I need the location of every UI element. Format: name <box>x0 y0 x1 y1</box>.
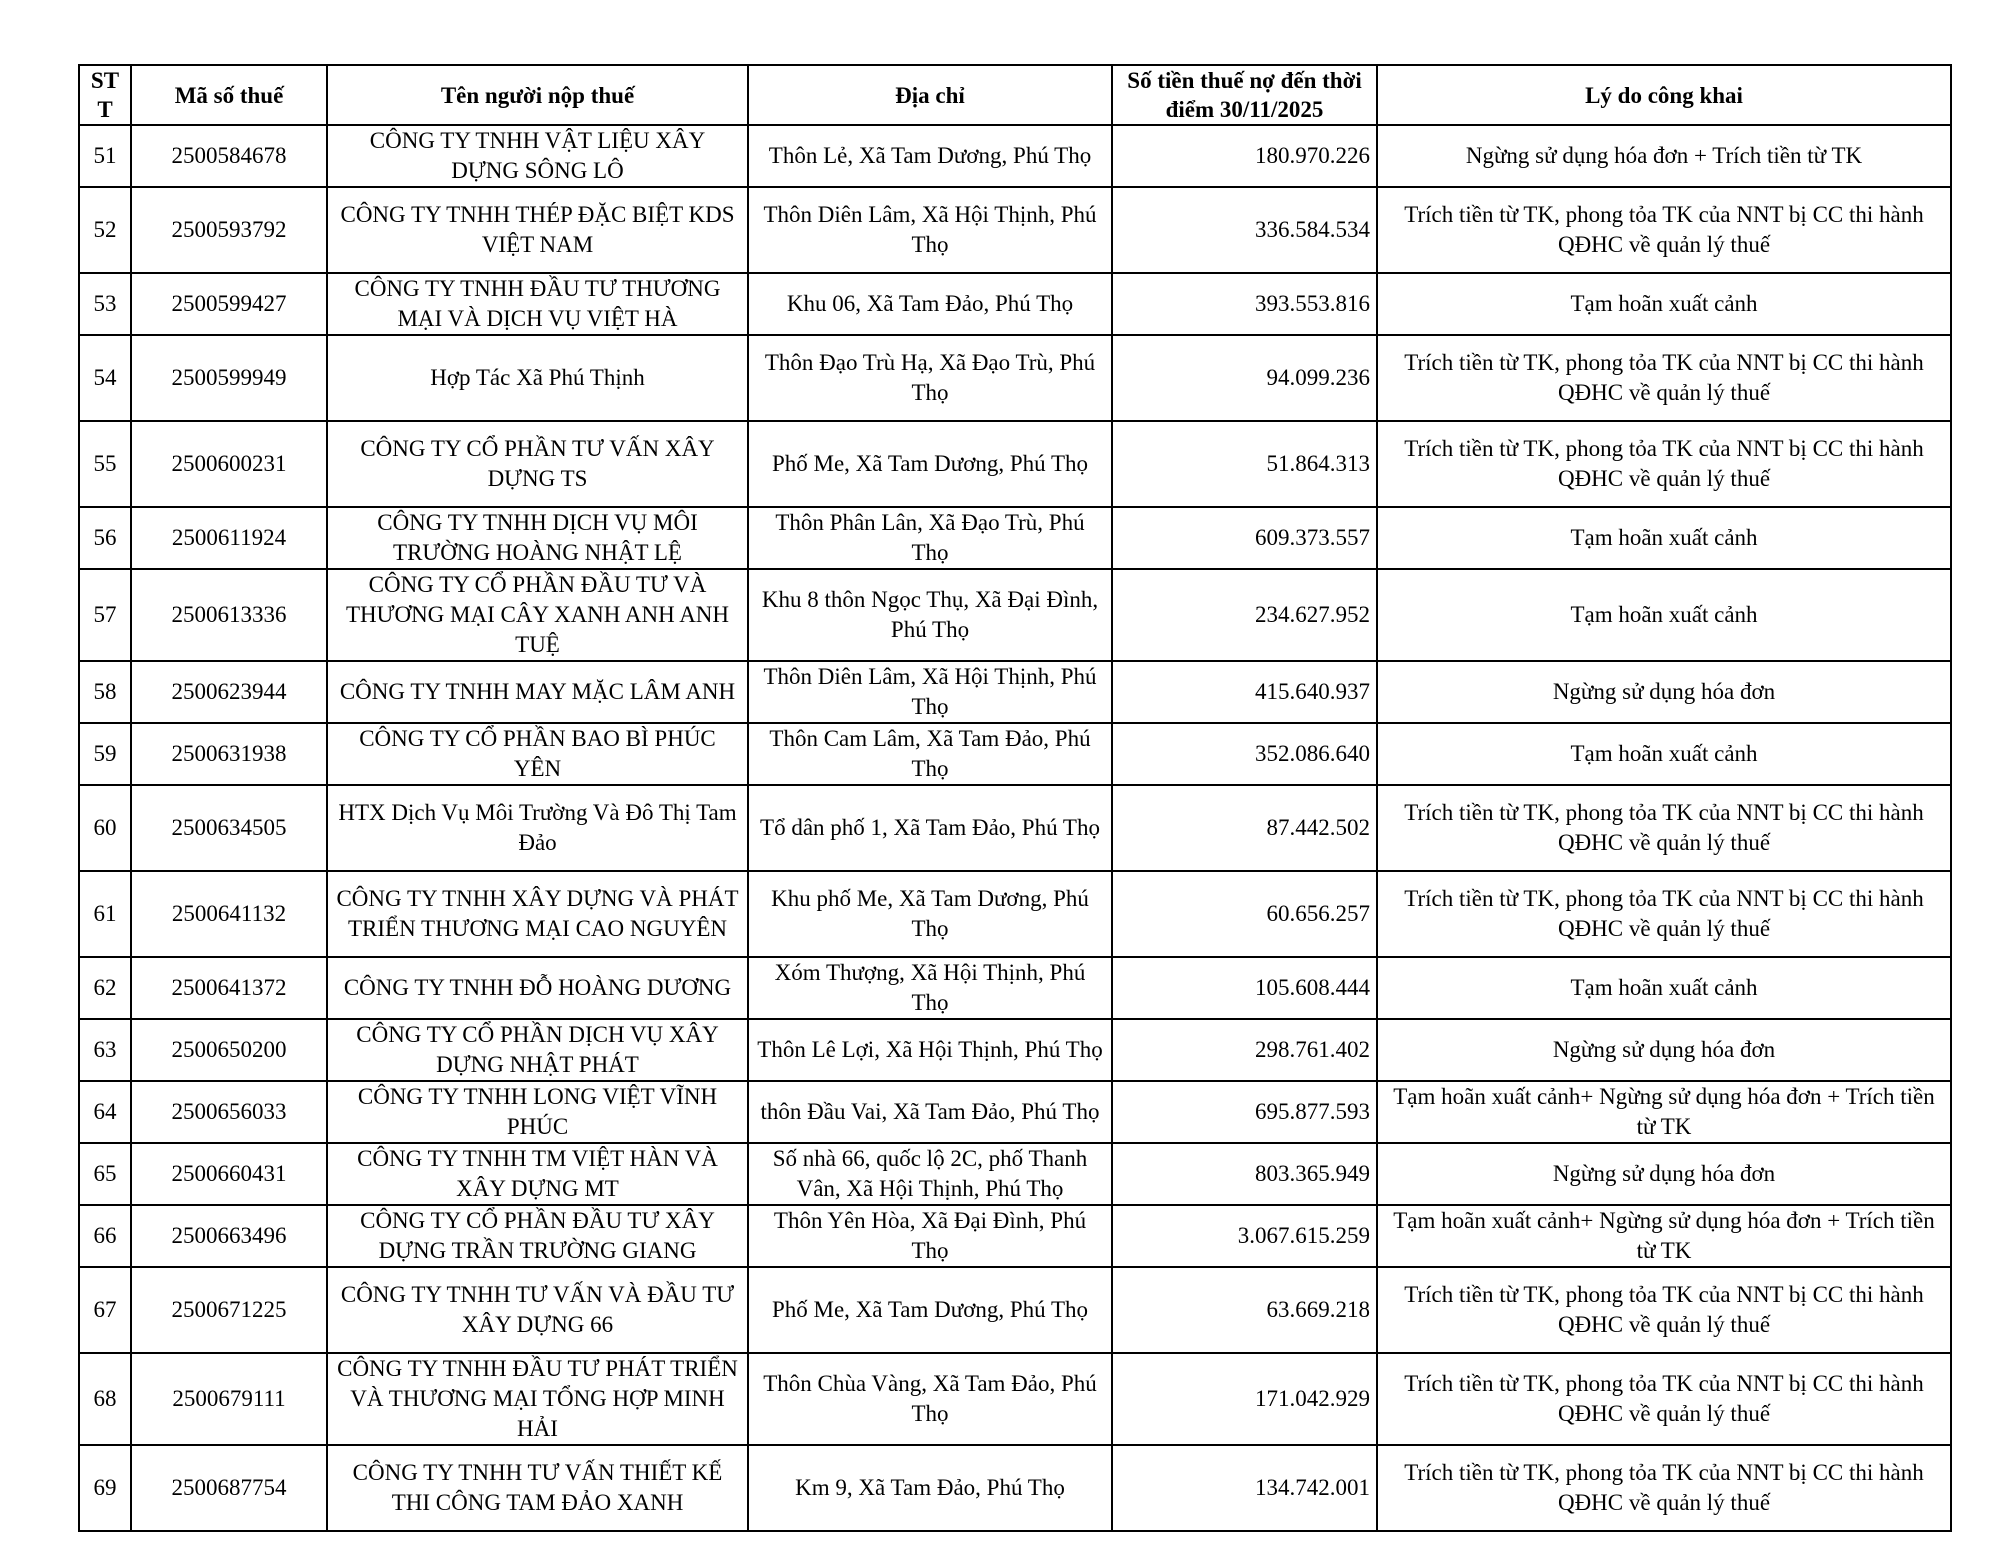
tax-amount-cell: 171.042.929 <box>1112 1353 1377 1445</box>
row-number-cell: 60 <box>79 785 131 871</box>
table-row <box>79 957 1951 1019</box>
table-row <box>79 125 1951 187</box>
row-number-cell: 51 <box>79 125 131 187</box>
taxpayer-name-cell: CÔNG TY CỔ PHẦN BAO BÌ PHÚC YÊN <box>327 723 748 785</box>
publication-reason-cell: Trích tiền từ TK, phong tỏa TK của NNT bị CC thi hành QĐHC về quản lý thuế <box>1377 1445 1951 1531</box>
taxpayer-name-cell: CÔNG TY TNHH TƯ VẤN VÀ ĐẦU TƯ XÂY DỰNG 66 <box>327 1267 748 1353</box>
tax-code-cell: 2500687754 <box>131 1445 327 1531</box>
table-row <box>79 1143 1951 1205</box>
publication-reason-cell: Tạm hoãn xuất cảnh <box>1377 957 1951 1019</box>
tax-code-cell: 2500660431 <box>131 1143 327 1205</box>
taxpayer-name-cell: CÔNG TY CỔ PHẦN DỊCH VỤ XÂY DỰNG NHẬT PHÁT <box>327 1019 748 1081</box>
taxpayer-name-cell: Hợp Tác Xã Phú Thịnh <box>327 335 748 421</box>
row-number-cell: 64 <box>79 1081 131 1143</box>
address-cell: Xóm Thượng, Xã Hội Thịnh, Phú Thọ <box>748 957 1112 1019</box>
taxpayer-name-cell: CÔNG TY CỔ PHẦN TƯ VẤN XÂY DỰNG TS <box>327 421 748 507</box>
tax-amount-cell: 609.373.557 <box>1112 507 1377 569</box>
publication-reason-cell: Trích tiền từ TK, phong tỏa TK của NNT bị CC thi hành QĐHC về quản lý thuế <box>1377 785 1951 871</box>
tax-amount-cell: 3.067.615.259 <box>1112 1205 1377 1267</box>
publication-reason-cell: Trích tiền từ TK, phong tỏa TK của NNT bị CC thi hành QĐHC về quản lý thuế <box>1377 871 1951 957</box>
tax-amount-cell: 134.742.001 <box>1112 1445 1377 1531</box>
publication-reason-cell: Ngừng sử dụng hóa đơn <box>1377 1143 1951 1205</box>
row-number-cell: 59 <box>79 723 131 785</box>
table-header-row <box>79 65 1951 125</box>
table-row <box>79 421 1951 507</box>
tax-amount-cell: 352.086.640 <box>1112 723 1377 785</box>
header-tax-amount: Số tiền thuế nợ đến thời điểm 30/11/2025 <box>1112 65 1377 125</box>
taxpayer-name-cell: CÔNG TY TNHH LONG VIỆT VĨNH PHÚC <box>327 1081 748 1143</box>
address-cell: Km 9, Xã Tam Đảo, Phú Thọ <box>748 1445 1112 1531</box>
row-number-cell: 57 <box>79 569 131 661</box>
row-number-cell: 58 <box>79 661 131 723</box>
publication-reason-cell: Trích tiền từ TK, phong tỏa TK của NNT bị CC thi hành QĐHC về quản lý thuế <box>1377 187 1951 273</box>
publication-reason-cell: Tạm hoãn xuất cảnh+ Ngừng sử dụng hóa đơn + Trích tiền từ TK <box>1377 1205 1951 1267</box>
table-row <box>79 1445 1951 1531</box>
table-row <box>79 1353 1951 1445</box>
tax-amount-cell: 234.627.952 <box>1112 569 1377 661</box>
header-address: Địa chỉ <box>748 65 1112 125</box>
address-cell: Khu 8 thôn Ngọc Thụ, Xã Đại Đình, Phú Thọ <box>748 569 1112 661</box>
table-row <box>79 507 1951 569</box>
address-cell: Thôn Lê Lợi, Xã Hội Thịnh, Phú Thọ <box>748 1019 1112 1081</box>
publication-reason-cell: Trích tiền từ TK, phong tỏa TK của NNT bị CC thi hành QĐHC về quản lý thuế <box>1377 335 1951 421</box>
table-row <box>79 569 1951 661</box>
tax-amount-cell: 51.864.313 <box>1112 421 1377 507</box>
address-cell: Thôn Chùa Vàng, Xã Tam Đảo, Phú Thọ <box>748 1353 1112 1445</box>
tax-amount-cell: 105.608.444 <box>1112 957 1377 1019</box>
table-row <box>79 785 1951 871</box>
tax-code-cell: 2500663496 <box>131 1205 327 1267</box>
table-row <box>79 335 1951 421</box>
row-number-cell: 56 <box>79 507 131 569</box>
taxpayer-name-cell: CÔNG TY TNHH TƯ VẤN THIẾT KẾ THI CÔNG TAM ĐẢO XANH <box>327 1445 748 1531</box>
publication-reason-cell: Tạm hoãn xuất cảnh <box>1377 507 1951 569</box>
address-cell: thôn Đầu Vai, Xã Tam Đảo, Phú Thọ <box>748 1081 1112 1143</box>
taxpayer-name-cell: CÔNG TY CỔ PHẦN ĐẦU TƯ XÂY DỰNG TRẦN TRƯỜNG GIANG <box>327 1205 748 1267</box>
tax-code-cell: 2500641132 <box>131 871 327 957</box>
taxpayer-name-cell: CÔNG TY TNHH TM VIỆT HÀN VÀ XÂY DỰNG MT <box>327 1143 748 1205</box>
tax-code-cell: 2500650200 <box>131 1019 327 1081</box>
row-number-cell: 52 <box>79 187 131 273</box>
tax-code-cell: 2500584678 <box>131 125 327 187</box>
row-number-cell: 69 <box>79 1445 131 1531</box>
publication-reason-cell: Trích tiền từ TK, phong tỏa TK của NNT bị CC thi hành QĐHC về quản lý thuế <box>1377 1353 1951 1445</box>
address-cell: Thôn Đạo Trù Hạ, Xã Đạo Trù, Phú Thọ <box>748 335 1112 421</box>
taxpayer-name-cell: CÔNG TY TNHH XÂY DỰNG VÀ PHÁT TRIỂN THƯƠNG MẠI CAO NGUYÊN <box>327 871 748 957</box>
address-cell: Khu 06, Xã Tam Đảo, Phú Thọ <box>748 273 1112 335</box>
address-cell: Tổ dân phố 1, Xã Tam Đảo, Phú Thọ <box>748 785 1112 871</box>
address-cell: Thôn Diên Lâm, Xã Hội Thịnh, Phú Thọ <box>748 661 1112 723</box>
publication-reason-cell: Tạm hoãn xuất cảnh <box>1377 723 1951 785</box>
tax-amount-cell: 803.365.949 <box>1112 1143 1377 1205</box>
header-taxpayer-name: Tên người nộp thuế <box>327 65 748 125</box>
taxpayer-name-cell: CÔNG TY TNHH ĐỖ HOÀNG DƯƠNG <box>327 957 748 1019</box>
tax-code-cell: 2500656033 <box>131 1081 327 1143</box>
tax-amount-cell: 336.584.534 <box>1112 187 1377 273</box>
row-number-cell: 55 <box>79 421 131 507</box>
row-number-cell: 61 <box>79 871 131 957</box>
tax-amount-cell: 63.669.218 <box>1112 1267 1377 1353</box>
table-row <box>79 1081 1951 1143</box>
table-row <box>79 723 1951 785</box>
tax-code-cell: 2500599949 <box>131 335 327 421</box>
publication-reason-cell: Trích tiền từ TK, phong tỏa TK của NNT bị CC thi hành QĐHC về quản lý thuế <box>1377 1267 1951 1353</box>
table-row <box>79 871 1951 957</box>
taxpayer-name-cell: HTX Dịch Vụ Môi Trường Và Đô Thị Tam Đảo <box>327 785 748 871</box>
tax-code-cell: 2500634505 <box>131 785 327 871</box>
address-cell: Phố Me, Xã Tam Dương, Phú Thọ <box>748 1267 1112 1353</box>
taxpayer-name-cell: CÔNG TY TNHH MAY MẶC LÂM ANH <box>327 661 748 723</box>
tax-code-cell: 2500679111 <box>131 1353 327 1445</box>
row-number-cell: 65 <box>79 1143 131 1205</box>
row-number-cell: 66 <box>79 1205 131 1267</box>
address-cell: Thôn Lẻ, Xã Tam Dương, Phú Thọ <box>748 125 1112 187</box>
tax-amount-cell: 415.640.937 <box>1112 661 1377 723</box>
header-tax-code: Mã số thuế <box>131 65 327 125</box>
address-cell: Thôn Phân Lân, Xã Đạo Trù, Phú Thọ <box>748 507 1112 569</box>
row-number-cell: 62 <box>79 957 131 1019</box>
tax-code-cell: 2500599427 <box>131 273 327 335</box>
address-cell: Thôn Yên Hòa, Xã Đại Đình, Phú Thọ <box>748 1205 1112 1267</box>
publication-reason-cell: Tạm hoãn xuất cảnh <box>1377 273 1951 335</box>
table-row <box>79 1267 1951 1353</box>
publication-reason-cell: Ngừng sử dụng hóa đơn + Trích tiền từ TK <box>1377 125 1951 187</box>
address-cell: Thôn Diên Lâm, Xã Hội Thịnh, Phú Thọ <box>748 187 1112 273</box>
tax-code-cell: 2500613336 <box>131 569 327 661</box>
taxpayer-name-cell: CÔNG TY TNHH ĐẦU TƯ THƯƠNG MẠI VÀ DỊCH VỤ VIỆT HÀ <box>327 273 748 335</box>
header-reason: Lý do công khai <box>1377 65 1951 125</box>
address-cell: Thôn Cam Lâm, Xã Tam Đảo, Phú Thọ <box>748 723 1112 785</box>
publication-reason-cell: Tạm hoãn xuất cảnh <box>1377 569 1951 661</box>
address-cell: Số nhà 66, quốc lộ 2C, phố Thanh Vân, Xã Hội Thịnh, Phú Thọ <box>748 1143 1112 1205</box>
tax-code-cell: 2500671225 <box>131 1267 327 1353</box>
tax-code-cell: 2500600231 <box>131 421 327 507</box>
table-row <box>79 1019 1951 1081</box>
tax-code-cell: 2500631938 <box>131 723 327 785</box>
publication-reason-cell: Trích tiền từ TK, phong tỏa TK của NNT bị CC thi hành QĐHC về quản lý thuế <box>1377 421 1951 507</box>
table-row <box>79 661 1951 723</box>
tax-amount-cell: 695.877.593 <box>1112 1081 1377 1143</box>
table-row <box>79 273 1951 335</box>
table-row <box>79 1205 1951 1267</box>
tax-debt-table <box>78 64 1952 1532</box>
taxpayer-name-cell: CÔNG TY TNHH ĐẦU TƯ PHÁT TRIỂN VÀ THƯƠNG MẠI TỔNG HỢP MINH HẢI <box>327 1353 748 1445</box>
tax-code-cell: 2500593792 <box>131 187 327 273</box>
row-number-cell: 53 <box>79 273 131 335</box>
tax-amount-cell: 94.099.236 <box>1112 335 1377 421</box>
table-row <box>79 187 1951 273</box>
header-stt: STT <box>79 65 131 125</box>
address-cell: Khu phố Me, Xã Tam Dương, Phú Thọ <box>748 871 1112 957</box>
tax-amount-cell: 87.442.502 <box>1112 785 1377 871</box>
tax-amount-cell: 60.656.257 <box>1112 871 1377 957</box>
tax-code-cell: 2500641372 <box>131 957 327 1019</box>
tax-amount-cell: 180.970.226 <box>1112 125 1377 187</box>
taxpayer-name-cell: CÔNG TY TNHH VẬT LIỆU XÂY DỰNG SÔNG LÔ <box>327 125 748 187</box>
row-number-cell: 68 <box>79 1353 131 1445</box>
publication-reason-cell: Ngừng sử dụng hóa đơn <box>1377 1019 1951 1081</box>
address-cell: Phố Me, Xã Tam Dương, Phú Thọ <box>748 421 1112 507</box>
taxpayer-name-cell: CÔNG TY TNHH THÉP ĐẶC BIỆT KDS VIỆT NAM <box>327 187 748 273</box>
tax-code-cell: 2500623944 <box>131 661 327 723</box>
row-number-cell: 54 <box>79 335 131 421</box>
taxpayer-name-cell: CÔNG TY TNHH DỊCH VỤ MÔI TRƯỜNG HOÀNG NHẬT LỆ <box>327 507 748 569</box>
tax-amount-cell: 393.553.816 <box>1112 273 1377 335</box>
row-number-cell: 63 <box>79 1019 131 1081</box>
publication-reason-cell: Ngừng sử dụng hóa đơn <box>1377 661 1951 723</box>
row-number-cell: 67 <box>79 1267 131 1353</box>
tax-amount-cell: 298.761.402 <box>1112 1019 1377 1081</box>
publication-reason-cell: Tạm hoãn xuất cảnh+ Ngừng sử dụng hóa đơn + Trích tiền từ TK <box>1377 1081 1951 1143</box>
taxpayer-name-cell: CÔNG TY CỔ PHẦN ĐẦU TƯ VÀ THƯƠNG MẠI CÂY XANH ANH ANH TUỆ <box>327 569 748 661</box>
tax-code-cell: 2500611924 <box>131 507 327 569</box>
